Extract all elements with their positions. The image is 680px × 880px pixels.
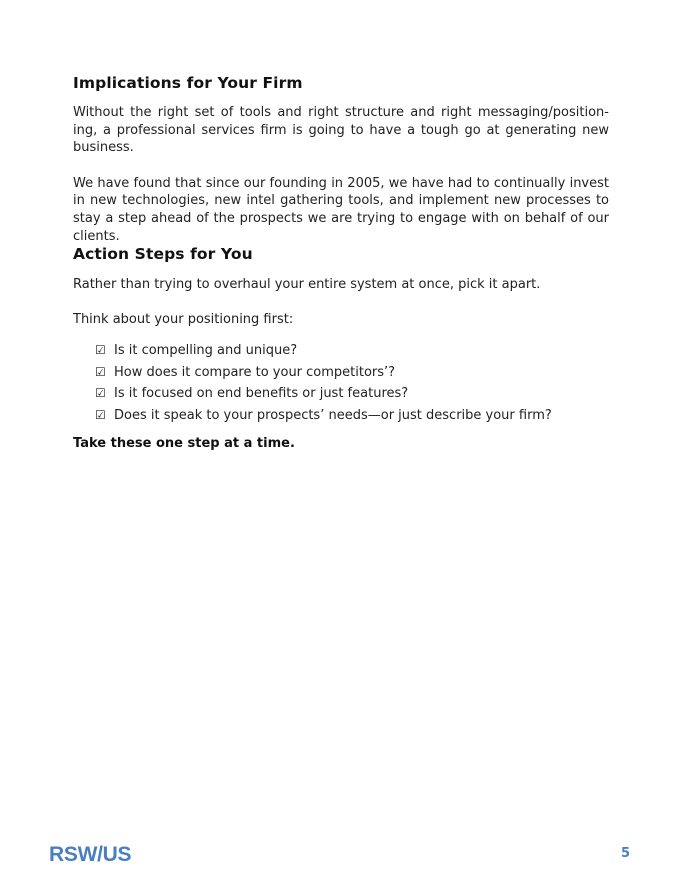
action-paragraph-2: Think about your positioning first: [73,311,294,327]
page-content [73,74,609,451]
checkbox-checked-icon: ☑ [95,407,106,422]
implications-paragraph-2: We have found that since our founding in 2005, we have had to continually invest in new technologies, new intel gathering tools, and implement new processes to stay a step ahead of the prospects we are trying to engage with on behalf of our clients. [73,175,609,244]
checkbox-checked-icon: ☑ [95,343,106,358]
checklist-item [95,362,609,384]
closing-statement: Take these one step at a time. [73,436,295,452]
page-number: 5 [621,846,631,861]
checklist-item-text: Does it speak to your prospects’ needs—or just describe your firm? [114,407,552,423]
checklist-item-text: How does it compare to your competitors’? [114,364,396,380]
checklist-item [95,340,609,362]
positioning-checklist [95,340,609,426]
action-paragraph-1: Rather than trying to overhaul your entire system at once, pick it apart. [73,277,541,293]
checklist-item [95,383,609,405]
section-heading-implications: Implications for Your Firm [73,74,303,92]
section-heading-action-steps: Action Steps for You [73,245,253,264]
checklist-item-text: Is it compelling and unique? [114,343,298,359]
implications-paragraph-1: Without the right set of tools and right structure and right messaging/position-ing, a professional services firm is going to have a tough go at generating new business. [73,105,609,156]
checklist-item [95,405,609,427]
checkbox-checked-icon: ☑ [95,386,106,401]
checkbox-checked-icon: ☑ [95,364,106,379]
rswus-logo: RSW/US [49,843,132,866]
checklist-item-text: Is it focused on end benefits or just features? [114,386,409,402]
